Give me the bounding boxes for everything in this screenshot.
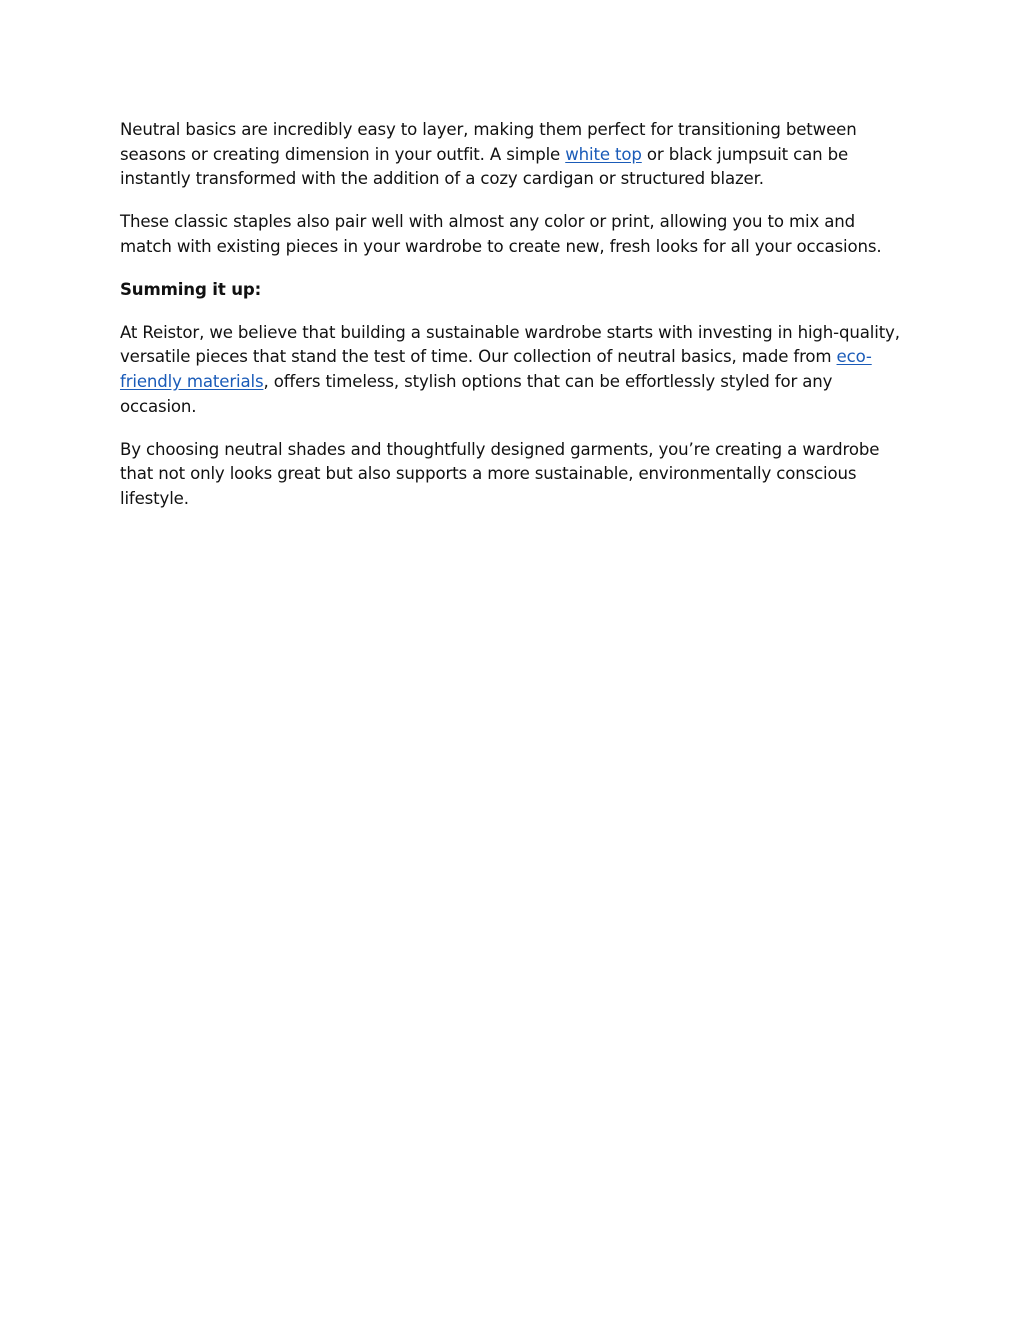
- paragraph-layering-text-start: Neutral basics are incredibly easy to layer, making them perfect for transitioning between seasons or creating dimension in your outfit. A simple: [120, 120, 857, 164]
- paragraph-neutral-shades: By choosing neutral shades and thoughtfully designed garments, you’re creating a wardrobe that not only looks great but also supports a more sustainable, environmentally conscious lifestyle.: [120, 439, 880, 508]
- white-top-link[interactable]: white top: [565, 144, 642, 164]
- eco-friendly-materials-link[interactable]: eco-friendly materials: [120, 347, 872, 391]
- paragraph-layering-text-end: or black jumpsuit can be instantly transformed with the addition of a cozy cardigan or structured blazer.: [120, 144, 849, 189]
- summing-up-heading: Summing it up:: [120, 279, 262, 299]
- paragraph-layering: [120, 118, 905, 192]
- document-page: [120, 118, 905, 530]
- paragraph-reistor: [120, 321, 905, 419]
- paragraph-staples: These classic staples also pair well with almost any color or print, allowing you to mix and match with existing pieces in your wardrobe to create new, fresh looks for all your occasions.: [120, 212, 882, 256]
- paragraph-reistor-text-end: , offers timeless, stylish options that can be effortlessly styled for any occasion.: [120, 371, 833, 416]
- paragraph-reistor-text-start: At Reistor, we believe that building a sustainable wardrobe starts with investing in high-quality, versatile pieces that stand the test of time. Our collection of neutral basics, made from: [120, 322, 900, 367]
